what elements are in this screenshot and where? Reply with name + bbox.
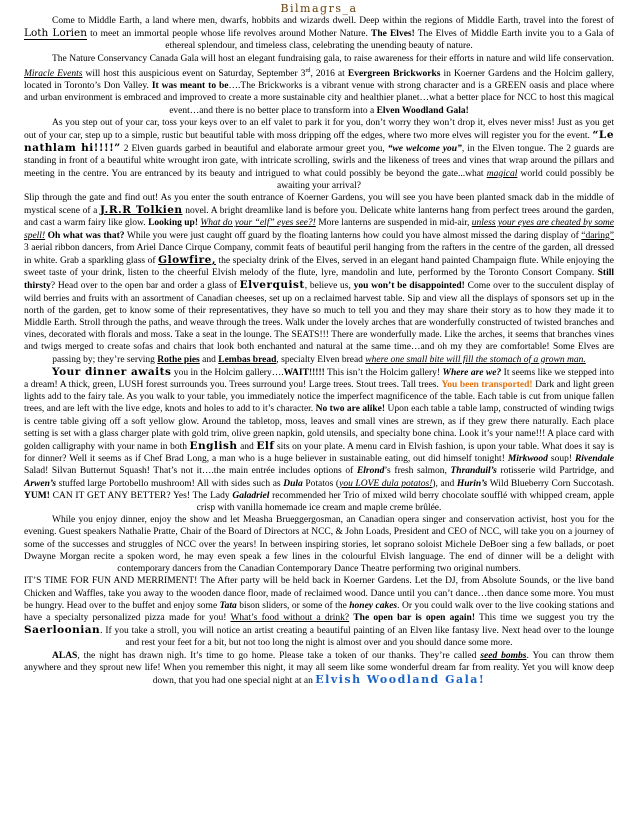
text: ….The Brickworks is a vibrant venue with strong character and is a GREEN oasis and place where and urban environment is embraced and improved to create a more sustainable city and healthier planet…what a better place for NCC to host this magical event…and there is no better place to transform into a bbox=[24, 81, 614, 116]
honey-cakes: honey cakes bbox=[349, 600, 398, 611]
text: , in the Elven tongue. The 2 guards are standing in front of a beautiful white wrought iron gate, with intricate scrolling, swirls and the likeness of trees and vines that wrap around the pillars and meeting in the centre. You are entranced by its beauty and intrigued to what could possibly be beyond the gate...what bbox=[24, 144, 614, 179]
date-suffix: rd bbox=[305, 67, 311, 74]
rivendale: Rivendale bbox=[574, 454, 614, 465]
mirkwood: Mirkwood bbox=[507, 454, 548, 465]
paragraph-intro bbox=[24, 15, 614, 53]
text: the specialty drink of the Elves, served in an elegant hand painted Champaign flute. While enjoying the sweet taste of your drink, listen to the cheerful Elvish melody of the flute, lyre, mandolin and lute, performed by the Toronto Consort Company. bbox=[24, 256, 614, 279]
text: Potatos ( bbox=[302, 478, 340, 489]
saerloonian-drink: Saerloonian bbox=[24, 624, 101, 637]
grown-man-phrase: where one small bite will fill the stomach of a grown man. bbox=[365, 354, 586, 365]
text: Wild Blueberry Corn Succotash. bbox=[487, 478, 614, 489]
text: , 2016 at bbox=[310, 68, 348, 79]
document-page bbox=[24, 0, 614, 687]
text: recommended her Trio of mixed wild berry chocolate soufflé with whipped cream, apple crisp with vanilla homemade ice cream and maple creme brûlée. bbox=[196, 490, 614, 514]
text: IT’S TIME FOR FUN AND MERRIMENT! The After party will be held back in Koerner Gardens. Let the DJ, from Absolute Sounds, or the live band Chicken and Waffles, take you away to the wooden dance floor, made of reclaimed wood. Dance until you can’t dance…then dance some more. You must be hungry. Head over to the buffet and enjoy some bbox=[24, 576, 614, 611]
elvish-greeting: “Le nathlam hi!!!!” bbox=[24, 128, 614, 155]
elf-word: Elf bbox=[256, 440, 275, 453]
english-word: English bbox=[189, 440, 238, 453]
text: Come to Middle Earth, a land where men, dwarfs, hobbits and wizards dwell. Deep within the regions of Middle Earth, travel into the forest of bbox=[52, 16, 614, 26]
tolkien-name: J.R.R Tolkien bbox=[100, 204, 183, 217]
open-bar: The open bar is open again! bbox=[353, 612, 475, 623]
still-thirsty: Still thirsty bbox=[24, 268, 614, 292]
text: 2 Elven guards garbed in beautiful and elaborate armour greet you, bbox=[120, 144, 388, 155]
text: novel. A bright dreamlike land is before you. Delicate white lanterns hang from perfect trees around the garden, and cast a warm fairy like glow. bbox=[24, 206, 614, 229]
alas: ALAS bbox=[52, 650, 78, 661]
text: rotisserie wild Partridge, and bbox=[496, 466, 614, 477]
text: While you enjoy dinner, enjoy the show and let Measha Brueggergosman, an Canadian opera singer and conservation activist, host you for the evening. Guest speakers Nathalie Pratte, Chair of the Board of Directors at NCC, & John Loads, President and CEO of NCC, will take you on a journey of some of the successes and struggles of NCC over the years! In between inspiring stories, let soprano soloist Michele DeBoer sing a few ballads, or poet Dwayne Morgan recite a spoken word, he may even speak a few lines in the colourful Elvish language. The end of dinner will be a delight with contemporary dancers from the Canadian Contemporary Dance Theatre performing two original numbers. bbox=[24, 515, 614, 575]
spell-phrase: unless your eyes are cheated by some spell! bbox=[24, 218, 615, 241]
text: to meet an immortal people whose life revolves around Mother Nature. bbox=[87, 29, 372, 40]
text: More lanterns are suspended in mid-air, bbox=[315, 218, 472, 229]
where-are-we: Where are we? bbox=[442, 367, 502, 378]
wait-exclaim: WAIT!!!!! bbox=[283, 367, 325, 378]
text: , specialty Elven bread bbox=[276, 354, 366, 365]
text: and bbox=[237, 442, 257, 453]
text: CAN IT GET ANY BETTER? Yes! The Lady bbox=[49, 490, 233, 501]
text: , the night has drawn nigh. It’s time to go home. Please take a token of our thanks. They’re called bbox=[77, 650, 481, 661]
text: Salad! Silvan Butternut Squash! That’s not it….the main entrée includes options of bbox=[24, 466, 357, 477]
transported: You been transported! bbox=[441, 380, 533, 391]
text: . Or you could walk over to the live cooking stations and have a specialty personalized pizza made for you! bbox=[24, 600, 614, 623]
text: sits on your plate. A menu card in Elvish fashion, is upon your table. What does it say is for dinner? Well it seems as if Chef Brad Long, a man who is a huge believer in sustainable eating, out did himself tonight! bbox=[24, 442, 614, 465]
miracle-events: Miracle Events bbox=[24, 68, 83, 79]
text: The Nature Conservancy Canada Gala will host an elegant fundraising gala, to raise awareness for their efforts in nature and wild life conservation. bbox=[52, 53, 614, 64]
thranduil: Thranduil’s bbox=[450, 466, 497, 477]
text: bison sliders, or some of the bbox=[236, 600, 350, 611]
text: As you step out of your car, toss your keys over to an elf valet to park it for you, don’t worry they won’t drop it, elves never miss! Just as you get out of your car, step up to a simple, rustic but beautiful table with moss dripping off the edges, where two more elves will register you for the event. bbox=[24, 117, 614, 141]
text: Come over to the succulent display of wild berries and fruits with an assortment of Canadian cheeses, set up on a reclaimed harvest table. Sip and view all the displays of sponsors set up in the north of the garden, get to know some of their representatives, they have so much to tell you and they may share their story as to how they made it to Middle Earth. Stroll through the paths, and weave through the trees. Walk under the lovely arches that are wonderfully constructed of twisted branches and vines, decorated with florals and moss. Take a seat in the lounge. The SEATS!!! There are wonderfully made. Like the arches, it seems that branches vines and twigs merged to create sofas and chairs that look both enchanted and natural at the same time…and oh my they are comfortable! Some Elves are passing by; they’re serving bbox=[24, 281, 614, 365]
paragraph-farewell bbox=[24, 650, 614, 688]
text: Dark and light green lights add to the fairy tale. As you walk to your table, you immediately notice the imperfect magnificence of the table. Each table is cut from unique fallen trees, and are left with the live edge, knots and holes to add to it’s character. bbox=[24, 380, 615, 415]
paragraph-dinner bbox=[24, 366, 614, 514]
text: in Koerner Gardens and the Holcim gallery, located in Toronto’s Don Valley. bbox=[24, 68, 614, 92]
magical-word: magical bbox=[486, 168, 518, 179]
hurin: Hurin’s bbox=[456, 478, 488, 489]
text: This time we suggest you try the bbox=[475, 612, 615, 623]
paragraph-afterparty bbox=[24, 575, 614, 649]
looking-up: Looking up! bbox=[148, 218, 198, 229]
text: While you were just caught off guard by the floating lanterns how could you have almost missed the daring display of bbox=[124, 230, 582, 241]
elves-emphasis: The Elves! bbox=[371, 29, 415, 40]
paragraph-arrival bbox=[24, 117, 614, 192]
text: It seems like we stepped into a dream! A thick, green, LUSH forest surrounds you. Trees surround you! Large trees. Stout trees. Tall trees. bbox=[24, 367, 615, 391]
text: ? Head over to the open bar and order a glass of bbox=[50, 281, 240, 292]
text: ’s fresh salmon, bbox=[384, 466, 451, 477]
arwen: Arwen’s bbox=[24, 478, 57, 489]
galadriel: Galadriel bbox=[232, 490, 270, 501]
paragraph-venue bbox=[24, 53, 614, 117]
text: 3 aerial ribbon dancers, from Ariel Dance Cirque Company, commit feats of beautiful peril hanging from the rafters in the centre of the garden, all dressed in white. Grab a sparkling glass of bbox=[24, 242, 614, 267]
page-title: Bilmagrs_a bbox=[280, 2, 358, 15]
paragraph-show bbox=[24, 514, 614, 575]
text: and bbox=[199, 354, 219, 365]
text: This isn’t the Holcim gallery! bbox=[324, 367, 443, 378]
text: ), and bbox=[432, 478, 457, 489]
seed-bombs: seed bombs bbox=[480, 650, 527, 661]
elrond: Elrond bbox=[356, 466, 385, 477]
glowfire-drink: Glowfire, bbox=[158, 254, 216, 267]
food-drink: What’s food without a drink? bbox=[230, 612, 350, 623]
dinner-awaits: Your dinner awaits bbox=[52, 365, 172, 378]
text: The Elves of Middle Earth invite you to a Gala of ethereal splendour, and timeless class, celebrating the unending beauty of nature. bbox=[165, 29, 614, 52]
text: you in the Holcim gallery…. bbox=[171, 367, 284, 378]
final-gala-title: Elvish Woodland Gala! bbox=[315, 672, 486, 686]
not-disappointed: you won’t be disappointed! bbox=[353, 281, 465, 292]
text: Slip through the gate and find out! As you enter the south entrance of Koerner Gardens, you will see you have been planted smack dab in the middle of mystical scene of a bbox=[24, 193, 614, 217]
gala-name: Elven Woodland Gala! bbox=[376, 105, 469, 116]
dula: Dula bbox=[283, 478, 303, 489]
no-two-alike: No two are alike! bbox=[315, 404, 386, 415]
elf-eyes-question: What do your “elf” eyes see?! bbox=[200, 218, 316, 229]
welcome-phrase: “we welcome you” bbox=[387, 144, 462, 155]
text: will host this auspicious event on Saturday, September 3 bbox=[82, 68, 306, 79]
yum: YUM! bbox=[24, 490, 50, 501]
text: . If you take a stroll, you will notice an artist creating a beautiful painting of an Elven like fantasy live. Next head over to the lounge and rest your feet for a bit, but not too long the night is almost over and you should dance some more. bbox=[100, 626, 614, 649]
text: . You can throw them anywhere and they sprout new life! When you remember this night, it may all seem like some wonderful dream far from reality. Yet you will know deep down, that you had one special night at an bbox=[24, 650, 614, 686]
text: , believe us, bbox=[304, 281, 354, 292]
tata: Tata bbox=[219, 600, 237, 611]
dula-love: you LOVE dula potatos! bbox=[339, 478, 433, 489]
elverquist-drink: Elverquist bbox=[239, 279, 305, 292]
text: world could possibly be awaiting your arrival? bbox=[277, 168, 614, 191]
text: stuffed large Portobello mushroom! All with sides such as bbox=[56, 478, 284, 489]
lembas-bread: Lembas bread bbox=[218, 354, 277, 365]
venue-name: Evergreen Brickworks bbox=[347, 68, 441, 79]
text: Upon each table a table lamp, constructed of winding twigs is centre table giving off a soft yellow glow. Around the tabletop, moss, leaves and small vines are strewn, as if they grew there naturally. Each place setting is set with a glass charger plate with gold trim, olive green napkin, gold utensils, and specialty bone china. Look it’s your name!!! A place card with golden calligraphy with your name in both bbox=[24, 404, 614, 453]
rothe-pies: Rothe pies bbox=[157, 354, 200, 365]
meant-to-be: It was meant to be bbox=[151, 81, 229, 92]
paragraph-garden bbox=[24, 192, 614, 366]
oh-what: Oh what was that? bbox=[47, 230, 125, 241]
text: soup! bbox=[547, 454, 575, 465]
loth-lorien-title: Loth Lorien bbox=[24, 27, 87, 40]
daring-word: “daring” bbox=[581, 230, 614, 241]
